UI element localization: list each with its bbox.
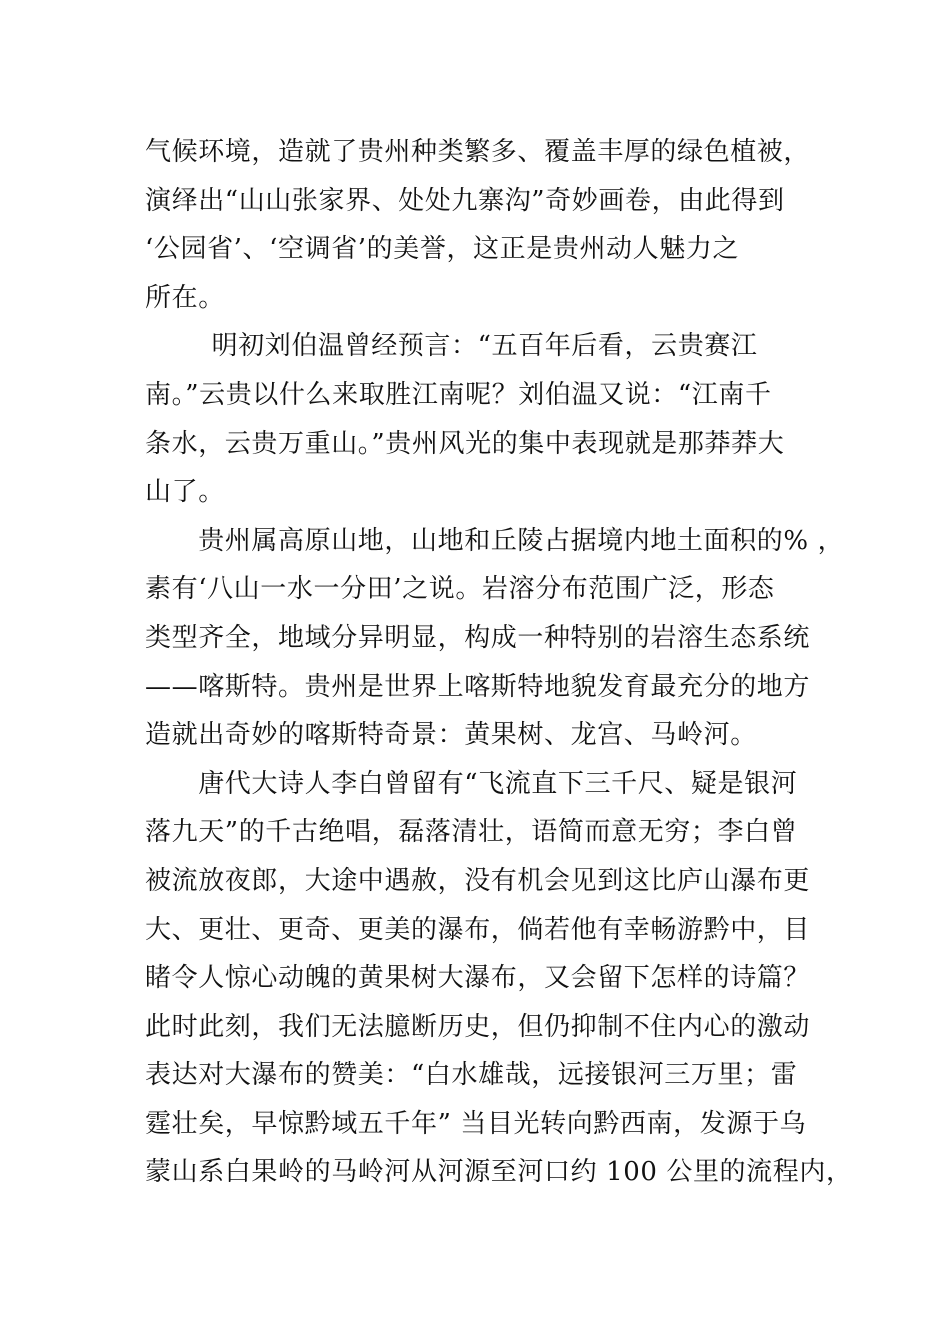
text-line: 气候环境，造就了贵州种类繁多、覆盖丰厚的绿色植被， [145, 137, 811, 167]
text-line: 造就出奇妙的喀斯特奇景：黄果树、龙宫、马岭河。 [145, 720, 757, 751]
text-line: ——喀斯特。贵州是世界上喀斯特地貌发育最充分的地方 [145, 671, 811, 702]
article-body [145, 128, 853, 1197]
text-line: 条水，云贵万重山。”贵州风光的集中表现就是那莽莽大 [145, 428, 785, 459]
text-line: 大、更壮、更奇、更美的瀑布，倘若他有幸畅游黔中，目 [145, 914, 811, 945]
paragraph [145, 322, 810, 516]
text-line: 演绎出“山山张家界、处处九寨沟”奇妙画卷，由此得到 [145, 185, 785, 216]
text-line: 贵州属高原山地，山地和丘陵占据境内地土面积的% ， [145, 525, 845, 556]
text-line: ‘公园省’、‘空调省’的美誉，这正是贵州动人魅力之 [145, 234, 740, 265]
paragraph [145, 128, 810, 322]
text-line: 素有‘八山一水一分田’之说。岩溶分布范围广泛，形态 [145, 574, 775, 605]
text-line: 唐代大诗人李白曾留有“飞流直下三千尺、疑是银河 [145, 768, 798, 799]
text-line: 霆壮矣，早惊黔域五千年” 当目光转向黔西南，发源于乌 [145, 1108, 807, 1139]
text-line: 被流放夜郎，大途中遇赦，没有机会见到这比庐山瀑布更 [145, 865, 811, 896]
text-line: 类型齐全，地域分异明显，构成一种特别的岩溶生态系统 [145, 622, 811, 653]
text-line: 落九天”的千古绝唱，磊落清壮，语简而意无穷；李白曾 [145, 817, 798, 848]
text-line: 明初刘伯温曾经预言：“五百年后看，云贵赛江 [185, 331, 758, 362]
text-line: 山了。 [145, 477, 225, 508]
text-line: 表达对大瀑布的赞美：“白水雄哉，远接银河三万里；雷 [145, 1060, 798, 1091]
text-line: 蒙山系白果岭的马岭河从河源至河口约 100 公里的流程内， [145, 1157, 853, 1188]
text-line: 睹令人惊心动魄的黄果树大瀑布，又会留下怎样的诗篇？ [145, 963, 811, 994]
paragraph [145, 517, 845, 760]
text-line: 所在。 [145, 282, 225, 313]
text-line: 南。”云贵以什么来取胜江南呢？刘伯温又说：“江南千 [145, 379, 772, 410]
paragraph [145, 760, 853, 1197]
text-line: 此时此刻，我们无法臆断历史，但仍抑制不住内心的激动 [145, 1011, 811, 1042]
